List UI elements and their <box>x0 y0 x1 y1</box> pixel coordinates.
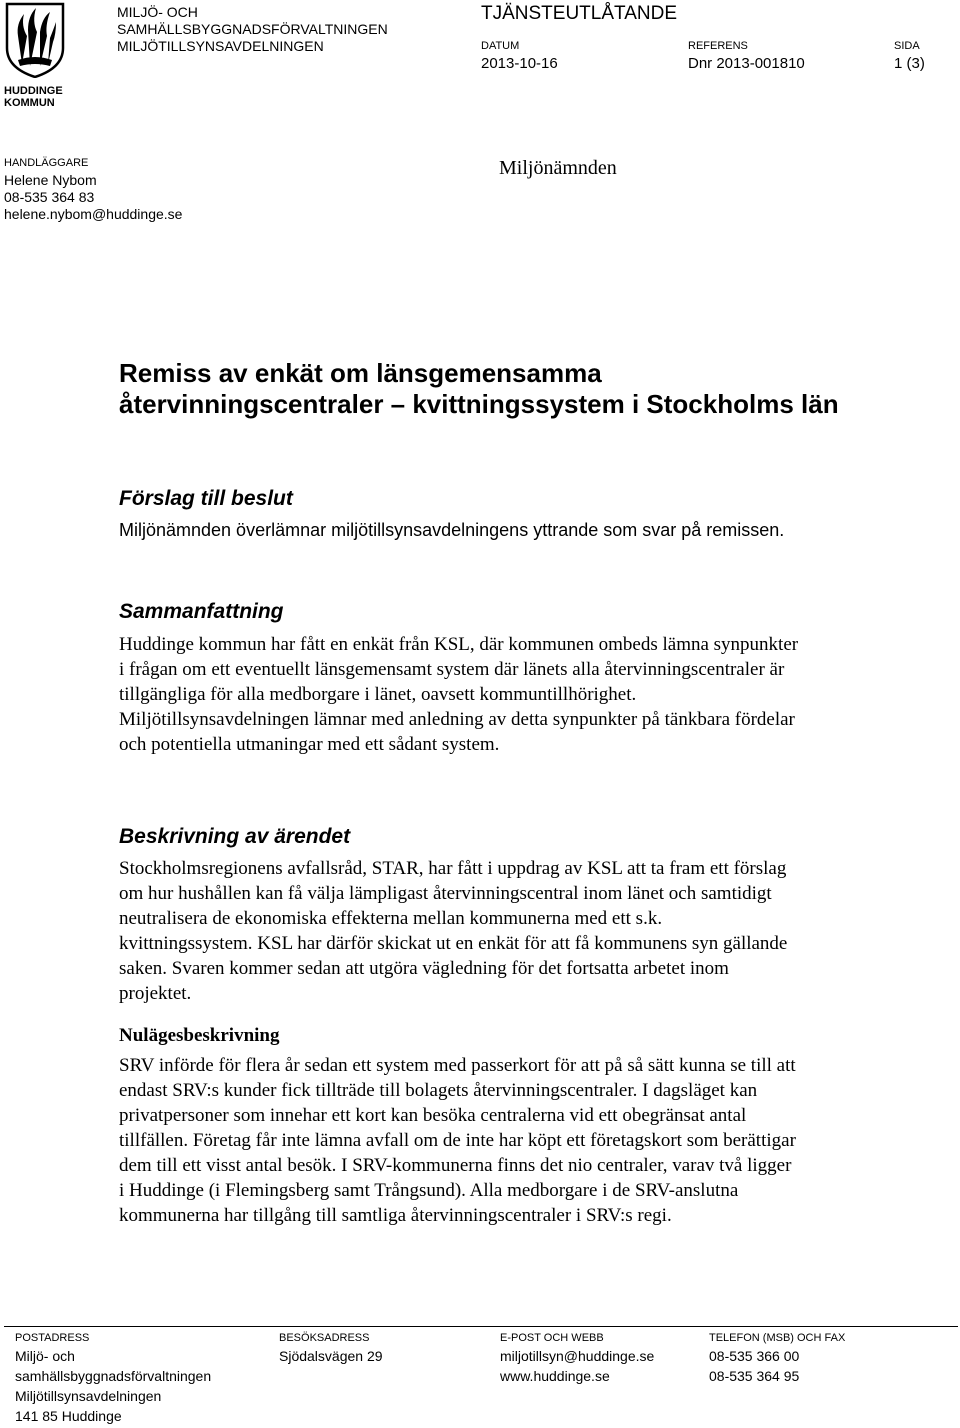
document-type: TJÄNSTEUTLÅTANDE <box>481 3 678 24</box>
handlaggare-block <box>4 155 182 223</box>
footer-postadress <box>15 1332 211 1426</box>
sammanfattning-heading: Sammanfattning <box>119 600 284 623</box>
fax-value: 08-535 364 95 <box>709 1368 800 1384</box>
huddinge-logo <box>4 2 66 109</box>
handlaggare-label: HANDLÄGGARE <box>4 157 89 169</box>
coat-of-arms-icon <box>4 2 66 78</box>
footer-telefon <box>709 1332 845 1386</box>
handlaggare-name: Helene Nybom <box>4 172 97 188</box>
sida-value: 1 (3) <box>894 55 925 72</box>
besoksadress-label: BESÖKSADRESS <box>279 1332 370 1344</box>
datum-label: DATUM <box>481 40 520 52</box>
org-line-1: MILJÖ- OCH <box>117 4 198 20</box>
telefon-label: TELEFON (MSB) OCH FAX <box>709 1332 846 1344</box>
handlaggare-email: helene.nybom@huddinge.se <box>4 206 183 222</box>
referens-value: Dnr 2013-001810 <box>688 55 805 72</box>
footer-divider <box>4 1326 958 1327</box>
sammanfattning-text: Huddinge kommun har fått en enkät från KSL, där kommunen ombeds lämna synpunkter i frågan om ett eventuellt länsgemensamt system där länets alla återvinningscentraler är tillgängliga för alla medborgare i länet, oavsett kommuntillhörighet. Miljötillsynsavdelningen lämnar med anledning av detta synpunkter på tänkbara fördelar och potentiella utmaningar med ett sådant system. <box>119 634 799 755</box>
datum-value: 2013-10-16 <box>481 55 558 72</box>
footer-besoksadress <box>279 1332 383 1366</box>
postadress-label: POSTADRESS <box>15 1332 90 1344</box>
postadress-line3: Miljötillsynsavdelningen <box>15 1388 162 1404</box>
org-line-2: SAMHÄLLSBYGGNADSFÖRVALTNINGEN <box>117 21 388 37</box>
epost-value[interactable]: miljotillsyn@huddinge.se <box>500 1348 655 1364</box>
nulage-heading: Nulägesbeskrivning <box>119 1025 280 1046</box>
logo-text-line2: KOMMUN <box>4 97 55 109</box>
org-line-3: MILJÖTILLSYNSAVDELNINGEN <box>117 38 324 54</box>
postadress-line4: 141 85 Huddinge <box>15 1408 122 1424</box>
beskrivning-heading: Beskrivning av ärendet <box>119 825 351 848</box>
logo-text-line1: HUDDINGE <box>4 85 63 97</box>
telefon-value: 08-535 366 00 <box>709 1348 800 1364</box>
sida-label: SIDA <box>894 40 920 52</box>
nulage-text: SRV införde för flera år sedan ett system med passerkort för att på så sätt kunna se till att endast SRV:s kunder fick tillträde till bolagets återvinningscentraler. I dagsläget kan privatpersoner som innehar ett kort kan besöka centralerna vid ett obegränsat antal tillfällen. Företag får inte lämna avfall om de inte har köpt ett företagskort som berättigar dem till ett visst antal besök. I SRV-kommunerna finns det nio centraler, varav två ligger i Huddinge (i Flemingsberg samt Trångsund). Alla medborgare i de SRV-anslutna kommunerna har tillgång till samtliga återvinningscentraler i SRV:s regi. <box>119 1055 796 1226</box>
footer-epost <box>500 1332 654 1386</box>
referens-label: REFERENS <box>688 40 748 52</box>
besoksadress-value: Sjödalsvägen 29 <box>279 1348 383 1364</box>
recipient: Miljönämnden <box>499 157 617 179</box>
forslag-heading: Förslag till beslut <box>119 487 293 510</box>
postadress-line2: samhällsbyggnadsförvaltningen <box>15 1368 212 1384</box>
forslag-text: Miljönämnden överlämnar miljötillsynsavdelningens yttrande som svar på remissen. <box>119 520 785 540</box>
postadress-line1: Miljö- och <box>15 1348 75 1364</box>
beskrivning-text: Stockholmsregionens avfallsråd, STAR, har fått i uppdrag av KSL att ta fram ett förslag om hur hushållen kan få välja lämpligast återvinningscentral inom länet och samtidigt neutralisera de ekonomiska effekterna mellan kommunerna med ett s.k. kvittningssystem. KSL har därför skickat ut en enkät för att få kommunens syn gällande saken. Svaren kommer sedan att utgöra vägledning för det fortsatta arbetet inom projektet. <box>119 858 788 1004</box>
epost-label: E-POST OCH WEBB <box>500 1332 604 1344</box>
document-title: Remiss av enkät om länsgemensamma återvinningscentraler – kvittningssystem i Stockholms län <box>119 358 839 419</box>
webb-value[interactable]: www.huddinge.se <box>500 1368 610 1384</box>
handlaggare-phone: 08-535 364 83 <box>4 189 95 205</box>
organisation-block <box>117 4 388 55</box>
